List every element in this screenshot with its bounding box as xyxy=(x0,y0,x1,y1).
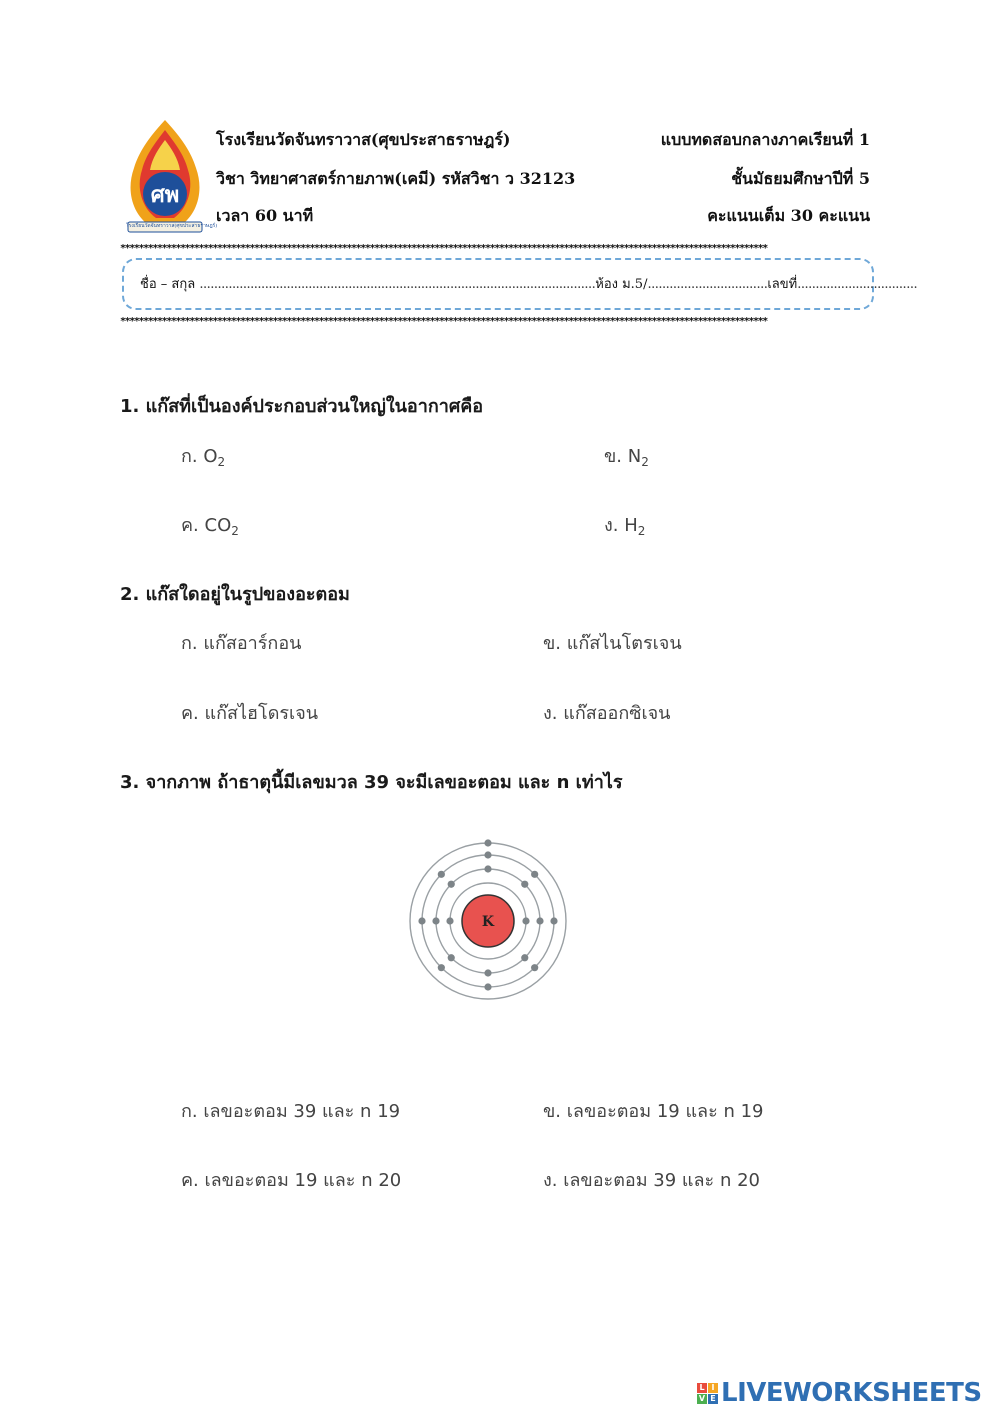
question-1: 1. แก๊สที่เป็นองค์ประกอบส่วนใหญ่ในอากาศคือ xyxy=(120,396,484,417)
student-info-line xyxy=(140,273,918,294)
number-label: เลขที่ xyxy=(767,277,798,292)
electron-shell-3-7 xyxy=(418,917,425,924)
electron-shell-2-4 xyxy=(521,954,528,961)
electron-shell-3-3 xyxy=(550,917,557,924)
electron-shell-2-7 xyxy=(432,917,439,924)
q3-option-a[interactable]: ก. เลขอะตอม 39 และ n 19 xyxy=(181,1101,401,1122)
liveworksheets-brand: LIVEWORKSHEETS xyxy=(721,1378,982,1408)
electron-shell-2-8 xyxy=(448,881,455,888)
svg-text:ศพ: ศพ xyxy=(150,182,180,208)
electron-shell-2-5 xyxy=(484,969,491,976)
q2-option-c[interactable]: ค. แก๊สไฮโดรเจน xyxy=(181,703,319,724)
electron-shell-3-2 xyxy=(531,871,538,878)
electron-shell-2-2 xyxy=(521,881,528,888)
room-blank[interactable]: ................................. xyxy=(647,277,768,292)
number-blank[interactable]: ................................. xyxy=(797,277,918,292)
score-line: คะแนนเต็ม 30 คะแนน xyxy=(707,206,870,225)
electron-shell-2-6 xyxy=(448,954,455,961)
q1-option-c[interactable]: ค. $CO_2$ xyxy=(181,515,239,538)
electron-shell-3-6 xyxy=(438,964,445,971)
q2-option-d[interactable]: ง. แก๊สออกซิเจน xyxy=(543,703,671,724)
q2-option-a[interactable]: ก. แก๊สอาร์กอน xyxy=(181,633,302,654)
subject-line: วิชา วิทยาศาสตร์กายภาพ(เคมี) รหัสวิชา ว 32123 xyxy=(216,169,576,188)
electron-shell-3-4 xyxy=(531,964,538,971)
name-label: ชื่อ – สกุล xyxy=(140,277,196,292)
electron-shell-4-1 xyxy=(484,839,491,846)
exam-title: แบบทดสอบกลางภาคเรียนที่ 1 xyxy=(660,130,870,149)
name-blank[interactable]: ............................................................................................................. xyxy=(199,277,596,292)
school-name: โรงเรียนวัดจันทราวาส(ศุขประสาธราษฎร์) xyxy=(216,130,511,149)
electron-shell-2-1 xyxy=(484,865,491,872)
q3-option-b[interactable]: ข. เลขอะตอม 19 และ n 19 xyxy=(543,1101,764,1122)
q1-option-a[interactable]: ก. $O_2$ xyxy=(181,446,226,469)
q3-option-c[interactable]: ค. เลขอะตอม 19 และ n 20 xyxy=(181,1170,402,1191)
q2-option-b[interactable]: ข. แก๊สไนโตรเจน xyxy=(543,633,682,654)
electron-shell-1-2 xyxy=(446,917,453,924)
question-2: 2. แก๊สใดอยู่ในรูปของอะตอม xyxy=(120,584,350,605)
q1-option-d[interactable]: ง. $H_2$ xyxy=(604,515,646,538)
electron-shell-3-8 xyxy=(438,871,445,878)
electron-shell-2-3 xyxy=(536,917,543,924)
q1-option-b[interactable]: ข. $N_2$ xyxy=(604,446,649,469)
liveworksheets-icon: L I V E xyxy=(697,1383,718,1404)
logo-caption: โรงเรียนวัดจันทราวาส(ศุขประสาธราษฎร์) xyxy=(126,223,218,229)
grade-line: ชั้นมัธยมศึกษาปีที่ 5 xyxy=(731,169,870,188)
liveworksheets-logo[interactable] xyxy=(697,1378,982,1408)
atom-diagram xyxy=(405,838,571,1004)
separator-bottom: ******************************************************************************************************************************************** xyxy=(120,316,767,327)
separator-top: ******************************************************************************************************************************************** xyxy=(120,243,767,254)
time-line: เวลา 60 นาที xyxy=(216,206,314,225)
electron-shell-3-5 xyxy=(484,983,491,990)
school-logo xyxy=(124,118,218,234)
electron-shell-3-1 xyxy=(484,851,491,858)
atom-symbol: K xyxy=(481,914,495,930)
electron-shell-1-1 xyxy=(522,917,529,924)
room-label: ห้อง ม.5/ xyxy=(595,277,648,292)
question-3: 3. จากภาพ ถ้าธาตุนี้มีเลขมวล 39 จะมีเลขอะตอม และ n เท่าไร xyxy=(120,772,623,793)
q3-option-d[interactable]: ง. เลขอะตอม 39 และ n 20 xyxy=(543,1170,760,1191)
